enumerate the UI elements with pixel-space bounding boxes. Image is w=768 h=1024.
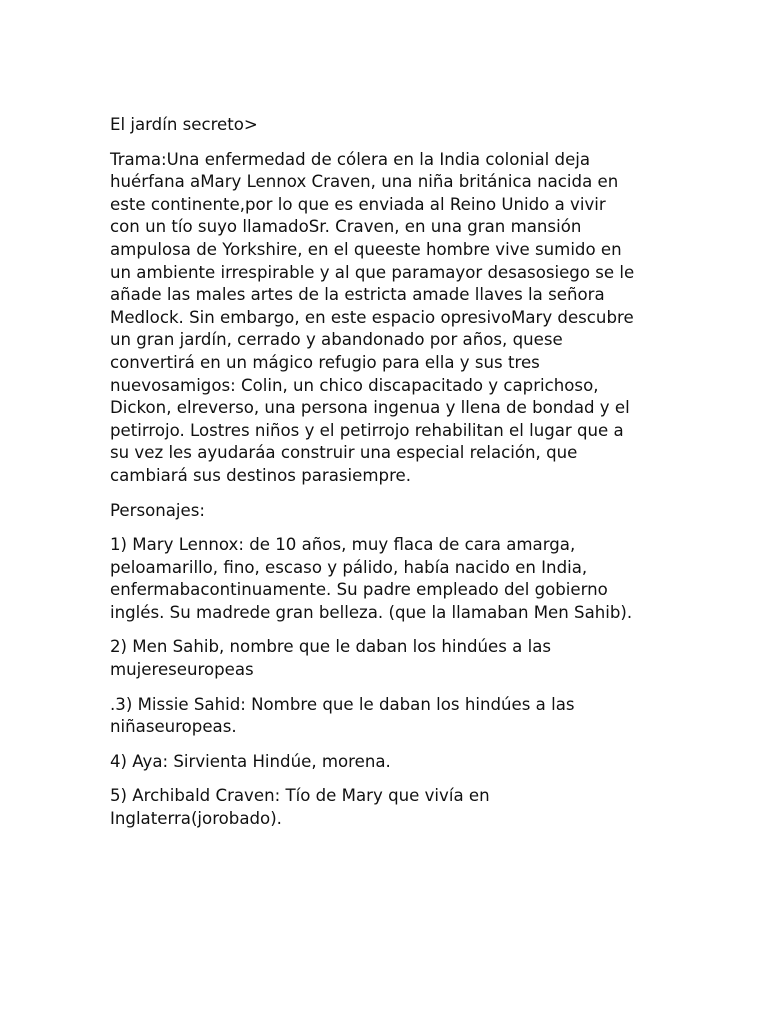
document-title: El jardín secreto> (110, 115, 258, 134)
character-item: 1) Mary Lennox: de 10 años, muy flaca de cara amarga, peloamarillo, fino, escaso y pálido, había nacido en India, enfermabacontinuamente. Su padre empleado del gobierno inglés. Su madrede gran belleza. (que la llamaban Men Sahib). (110, 535, 633, 622)
plot-paragraph: Trama:Una enfermedad de cólera en la India colonial deja huérfana aMary Lennox Craven, una niña británica nacida en este continente,por lo que es enviada al Reino Unido a vivir con un tío suyo llamadoSr. Craven, en una gran mansión ampulosa de Yorkshire, en el queeste hombre vive sumido en un ambiente irrespirable y al que paramayor desasosiego se le añade las males artes de la estricta amade llaves la señora Medlock. Sin embargo, en este espacio opresivoMary descubre un gran jardín, cerrado y abandonado por años, quese convertirá en un mágico refugio para ella y sus tres nuevosamigos: Colin, un chico discapacitado y caprichoso, Dickon, elreverso, una persona ingenua y llena de bondad y el petirrojo. Lostres niños y el petirrojo rehabilitan el lugar que a su vez les ayudaráa construir una especial relación, que cambiará sus destinos parasiempre. (110, 149, 635, 485)
characters-heading: Personajes: (110, 500, 205, 520)
character-item: 2) Men Sahib, nombre que le daban los hindúes a las mujereseuropeas (110, 637, 552, 680)
character-item: 4) Aya: Sirvienta Hindúe, morena. (110, 751, 391, 771)
document-page (110, 114, 640, 843)
character-item: 5) Archibald Craven: Tío de Mary que vivía en Inglaterra(jorobado). (110, 786, 490, 829)
character-item: .3) Missie Sahid: Nombre que le daban los hindúes a las niñaseuropeas. (110, 694, 575, 737)
